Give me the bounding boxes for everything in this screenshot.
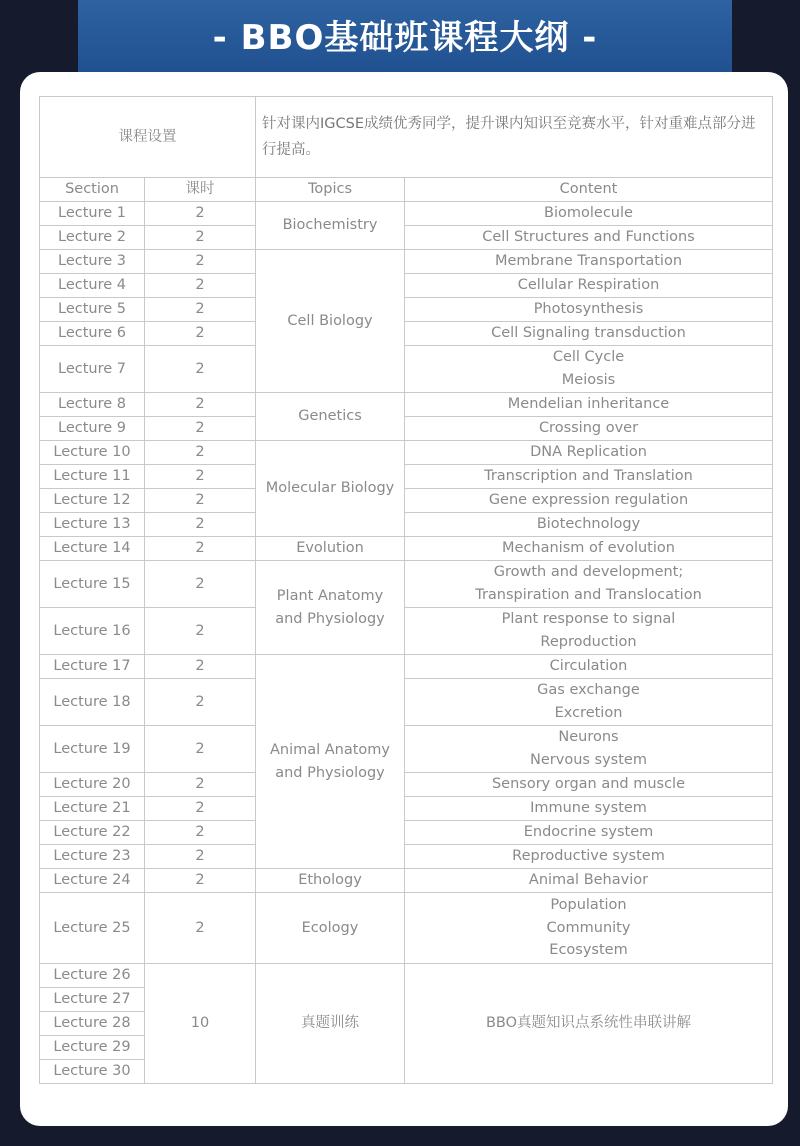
topic-cell <box>256 655 405 869</box>
hours-cell: 10 <box>145 964 256 1084</box>
hours-cell: 2 <box>145 845 256 869</box>
content-line: Reproduction <box>540 634 637 650</box>
hours-cell: 2 <box>145 537 256 561</box>
content-cell: Endocrine system <box>405 821 773 845</box>
content-cell: Gene expression regulation <box>405 489 773 513</box>
table-row <box>40 893 773 964</box>
table-row <box>40 821 773 845</box>
table-row <box>40 417 773 441</box>
table-row <box>40 274 773 298</box>
table-row <box>40 322 773 346</box>
table-row <box>40 465 773 489</box>
section-cell: Lecture 24 <box>40 869 145 893</box>
hours-cell: 2 <box>145 797 256 821</box>
table-row <box>40 608 773 655</box>
section-cell: Lecture 8 <box>40 393 145 417</box>
section-cell: Lecture 21 <box>40 797 145 821</box>
content-line: Ecosystem <box>549 942 628 959</box>
hours-cell: 2 <box>145 202 256 226</box>
section-cell: Lecture 19 <box>40 726 145 773</box>
section-cell: Lecture 28 <box>40 1012 145 1036</box>
header-section: Section <box>40 178 145 202</box>
table-row <box>40 964 773 988</box>
section-cell: Lecture 3 <box>40 250 145 274</box>
table-row <box>40 537 773 561</box>
section-cell: Lecture 22 <box>40 821 145 845</box>
table-row <box>40 797 773 821</box>
section-cell: Lecture 2 <box>40 226 145 250</box>
content-cell <box>405 608 773 655</box>
hours-cell: 2 <box>145 869 256 893</box>
table-row <box>40 869 773 893</box>
table-row <box>40 489 773 513</box>
content-cell <box>405 346 773 393</box>
table-row <box>40 250 773 274</box>
page-title: - BBO基础班课程大纲 - <box>212 18 598 58</box>
table-row <box>40 726 773 773</box>
header-hours: 课时 <box>145 178 256 202</box>
hours-cell: 2 <box>145 561 256 608</box>
section-cell: Lecture 12 <box>40 489 145 513</box>
content-cell: Biotechnology <box>405 513 773 537</box>
section-cell: Lecture 18 <box>40 679 145 726</box>
intro-label: 课程设置 <box>40 97 256 178</box>
topic-cell: 真题训练 <box>256 964 405 1084</box>
content-line: Cell Cycle <box>552 349 625 366</box>
section-cell: Lecture 25 <box>40 893 145 964</box>
section-cell: Lecture 9 <box>40 417 145 441</box>
hours-cell: 2 <box>145 441 256 465</box>
content-line: Excretion <box>554 705 623 721</box>
content-cell: Crossing over <box>405 417 773 441</box>
table-row <box>40 655 773 679</box>
content-cell: Cellular Respiration <box>405 274 773 298</box>
hours-cell: 2 <box>145 679 256 726</box>
topic-line: and Physiology <box>275 764 385 781</box>
section-cell: Lecture 30 <box>40 1060 145 1084</box>
hours-cell: 2 <box>145 417 256 441</box>
section-cell: Lecture 26 <box>40 964 145 988</box>
section-cell: Lecture 15 <box>40 561 145 608</box>
content-cell: BBO真题知识点系统性串联讲解 <box>405 964 773 1084</box>
content-cell: Biomolecule <box>405 202 773 226</box>
section-cell: Lecture 14 <box>40 537 145 561</box>
topic-cell: Evolution <box>256 537 405 561</box>
content-cell: Cell Signaling transduction <box>405 322 773 346</box>
table-row <box>40 773 773 797</box>
table-row <box>40 393 773 417</box>
topic-cell: Molecular Biology <box>256 441 405 537</box>
hours-cell: 2 <box>145 773 256 797</box>
content-line: Growth and development; <box>493 564 684 581</box>
section-cell: Lecture 4 <box>40 274 145 298</box>
content-cell: Photosynthesis <box>405 298 773 322</box>
content-cell: Sensory organ and muscle <box>405 773 773 797</box>
section-cell: Lecture 23 <box>40 845 145 869</box>
hours-cell: 2 <box>145 250 256 274</box>
header-content: Content <box>405 178 773 202</box>
topic-cell: Cell Biology <box>256 250 405 393</box>
section-cell: Lecture 13 <box>40 513 145 537</box>
content-cell: Membrane Transportation <box>405 250 773 274</box>
section-cell: Lecture 7 <box>40 346 145 393</box>
syllabus-card <box>20 72 788 1126</box>
hours-cell: 2 <box>145 274 256 298</box>
hours-cell: 2 <box>145 465 256 489</box>
topic-cell: Biochemistry <box>256 202 405 250</box>
header-row <box>40 178 773 202</box>
table-row <box>40 346 773 393</box>
syllabus-table <box>39 96 773 1084</box>
topic-line: Plant Anatomy <box>276 587 384 604</box>
topic-line: and Physiology <box>275 610 385 627</box>
section-cell: Lecture 5 <box>40 298 145 322</box>
content-line: Plant response to signal <box>501 611 676 628</box>
table-row <box>40 561 773 608</box>
topic-cell: Ethology <box>256 869 405 893</box>
section-cell: Lecture 10 <box>40 441 145 465</box>
content-cell <box>405 893 773 964</box>
content-cell: Animal Behavior <box>405 869 773 893</box>
section-cell: Lecture 20 <box>40 773 145 797</box>
content-cell: DNA Replication <box>405 441 773 465</box>
content-cell <box>405 679 773 726</box>
topic-cell <box>256 561 405 655</box>
section-cell: Lecture 27 <box>40 988 145 1012</box>
content-cell: Mendelian inheritance <box>405 393 773 417</box>
table-row <box>40 441 773 465</box>
content-line: Nervous system <box>530 752 647 768</box>
hours-cell: 2 <box>145 821 256 845</box>
table-row <box>40 679 773 726</box>
hours-cell: 2 <box>145 893 256 964</box>
content-line: Meiosis <box>561 372 616 388</box>
content-line: Transpiration and Translocation <box>475 587 702 603</box>
section-cell: Lecture 17 <box>40 655 145 679</box>
content-cell: Immune system <box>405 797 773 821</box>
table-row <box>40 845 773 869</box>
topic-cell: Genetics <box>256 393 405 441</box>
table-row <box>40 202 773 226</box>
content-line: Neurons <box>558 729 619 746</box>
content-cell <box>405 561 773 608</box>
content-cell: Transcription and Translation <box>405 465 773 489</box>
content-line: Community <box>546 919 631 936</box>
table-row <box>40 513 773 537</box>
table-row <box>40 298 773 322</box>
topic-cell: Ecology <box>256 893 405 964</box>
section-cell: Lecture 11 <box>40 465 145 489</box>
hours-cell: 2 <box>145 726 256 773</box>
content-cell: Reproductive system <box>405 845 773 869</box>
hours-cell: 2 <box>145 513 256 537</box>
hours-cell: 2 <box>145 298 256 322</box>
title-banner <box>78 0 732 78</box>
hours-cell: 2 <box>145 393 256 417</box>
header-topics: Topics <box>256 178 405 202</box>
section-cell: Lecture 6 <box>40 322 145 346</box>
hours-cell: 2 <box>145 489 256 513</box>
hours-cell: 2 <box>145 655 256 679</box>
section-cell: Lecture 16 <box>40 608 145 655</box>
hours-cell: 2 <box>145 346 256 393</box>
content-cell: Cell Structures and Functions <box>405 226 773 250</box>
content-cell <box>405 726 773 773</box>
content-cell: Circulation <box>405 655 773 679</box>
hours-cell: 2 <box>145 608 256 655</box>
topic-line: Animal Anatomy <box>269 741 391 758</box>
content-cell: Mechanism of evolution <box>405 537 773 561</box>
section-cell: Lecture 29 <box>40 1036 145 1060</box>
hours-cell: 2 <box>145 322 256 346</box>
hours-cell: 2 <box>145 226 256 250</box>
content-line: Population <box>550 896 627 913</box>
intro-text: 针对课内IGCSE成绩优秀同学，提升课内知识至竞赛水平，针对重难点部分进行提高。 <box>256 97 773 178</box>
content-line: Gas exchange <box>537 682 640 699</box>
intro-row <box>40 97 773 178</box>
table-row <box>40 226 773 250</box>
section-cell: Lecture 1 <box>40 202 145 226</box>
